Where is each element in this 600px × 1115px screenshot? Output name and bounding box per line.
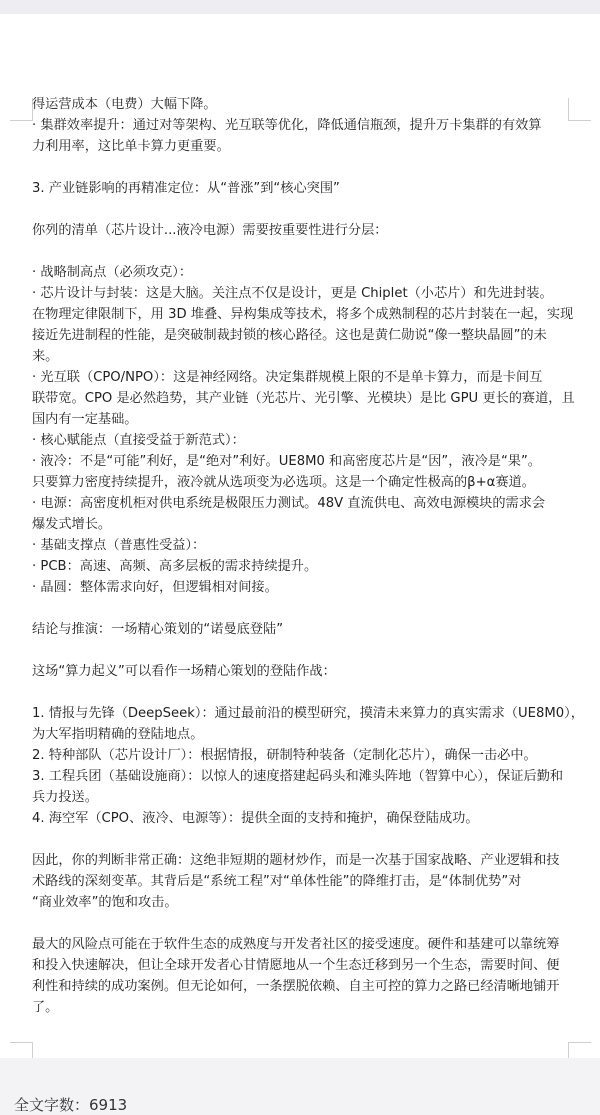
text-line: 你列的清单（芯片设计...液冷电源）需要按重要性进行分层： (32, 223, 388, 238)
text-line: 只要算力密度持续提升，液冷就从选项变为必选项。这是一个确定性极高的β+α赛道。 (32, 475, 535, 490)
text-line: 爆发式增长。 (32, 517, 112, 532)
blank-line (32, 598, 584, 619)
blank-line (32, 241, 584, 262)
text-line: · 电源：高密度机柜对供电系统是极限压力测试。48V 直流供电、高效电源模块的需求会 (32, 496, 546, 511)
text-line: 2. 特种部队（芯片设计厂）：根据情报，研制特种装备（定制化芯片），确保一击必中。 (32, 748, 537, 763)
text-line: 联带宽。CPO 是必然趋势，其产业链（光芯片、光引擎、光模块）是比 GPU 更长的赛道，且 (32, 391, 575, 406)
text-line: 利性和持续的成功案例。但无论如何，一条摆脱依赖、自主可控的算力之路已经清晰地铺开 (32, 979, 560, 994)
text-line: · 液冷：不是“可能”利好，是“绝对”利好。UE8M0 和高密度芯片是“因”，液冷是“果”。 (32, 454, 541, 469)
blank-line (32, 157, 584, 178)
text-line: · 战略制高点（必须攻克）： (32, 265, 193, 280)
text-line: 术路线的深刻变革。其背后是“系统工程”对“单体性能”的降维打击，是“体制优势”对 (32, 874, 522, 889)
text-line: · 光互联（CPO/NPO）：这是神经网络。决定集群规模上限的不是单卡算力，而是卡间互 (32, 370, 543, 385)
blank-line (32, 682, 584, 703)
top-toolbar-strip (0, 0, 600, 14)
text-line: · 核心赋能点（直接受益于新范式）： (32, 433, 245, 448)
text-line: 结论与推演：一场精心策划的“诺曼底登陆” (32, 622, 284, 637)
text-line: 在物理定律限制下，用 3D 堆叠、异构集成等技术，将多个成熟制程的芯片封装在一起，实现 (32, 307, 574, 322)
text-line: 3. 产业链影响的再精准定位：从“普涨”到“核心突围” (32, 181, 340, 196)
text-line: 最大的风险点可能在于软件生态的成熟度与开发者社区的接受速度。硬件和基建可以靠统筹 (32, 937, 560, 952)
text-line: · 晶圆：整体需求向好，但逻辑相对间接。 (32, 580, 278, 595)
blank-line (32, 199, 584, 220)
text-line: 这场“算力起义”可以看作一场精心策划的登陆作战： (32, 664, 336, 679)
text-line: 和投入快速解决，但让全球开发者心甘情愿地从一个生态迁移到另一个生态，需要时间、便 (32, 958, 560, 973)
text-line: · PCB：高速、高频、高多层板的需求持续提升。 (32, 559, 318, 574)
blank-line (32, 913, 584, 934)
status-bar (0, 1058, 600, 1114)
text-line: “商业效率”的饱和攻击。 (32, 895, 178, 910)
blank-line (32, 640, 584, 661)
page-margin-mark-top-left (10, 98, 33, 121)
text-line: 接近先进制程的性能，是突破制裁封锁的核心路径。这也是黄仁勋说“像一整块晶圆”的未 (32, 328, 547, 343)
text-line: 兵力投送。 (32, 790, 98, 805)
text-line: 力利用率，这比单卡算力更重要。 (32, 139, 230, 154)
text-line: 4. 海空军（CPO、液冷、电源等）：提供全面的支持和掩护，确保登陆成功。 (32, 811, 479, 826)
text-line: 了。 (32, 1000, 59, 1015)
document-body[interactable] (32, 94, 584, 1018)
text-line: 1. 情报与先锋（DeepSeek）：通过最前沿的模型研究，摸清未来算力的真实需求（UE8M0）， (32, 706, 584, 721)
text-line: 得运营成本（电费）大幅下降。 (32, 97, 217, 112)
text-line: 为大军指明精确的登陆地点。 (32, 727, 204, 742)
text-line: · 芯片设计与封装：这是大脑。关注点不仅是设计，更是 Chiplet（小芯片）和先进封装。 (32, 286, 553, 301)
text-line: 因此，你的判断非常正确：这绝非短期的题材炒作，而是一次基于国家战略、产业逻辑和技 (32, 853, 560, 868)
text-line: · 基础支撑点（普惠性受益）： (32, 538, 206, 553)
text-line: 国内有一定基础。 (32, 412, 138, 427)
text-line: 3. 工程兵团（基础设施商）：以惊人的速度搭建起码头和滩头阵地（智算中心），保证后勤和 (32, 769, 564, 784)
text-line: 来。 (32, 349, 59, 364)
word-count: 全文字数：6913 (14, 1096, 128, 1114)
blank-line (32, 829, 584, 850)
text-line: · 集群效率提升：通过对等架构、光互联等优化，降低通信瓶颈，提升万卡集群的有效算 (32, 118, 542, 133)
